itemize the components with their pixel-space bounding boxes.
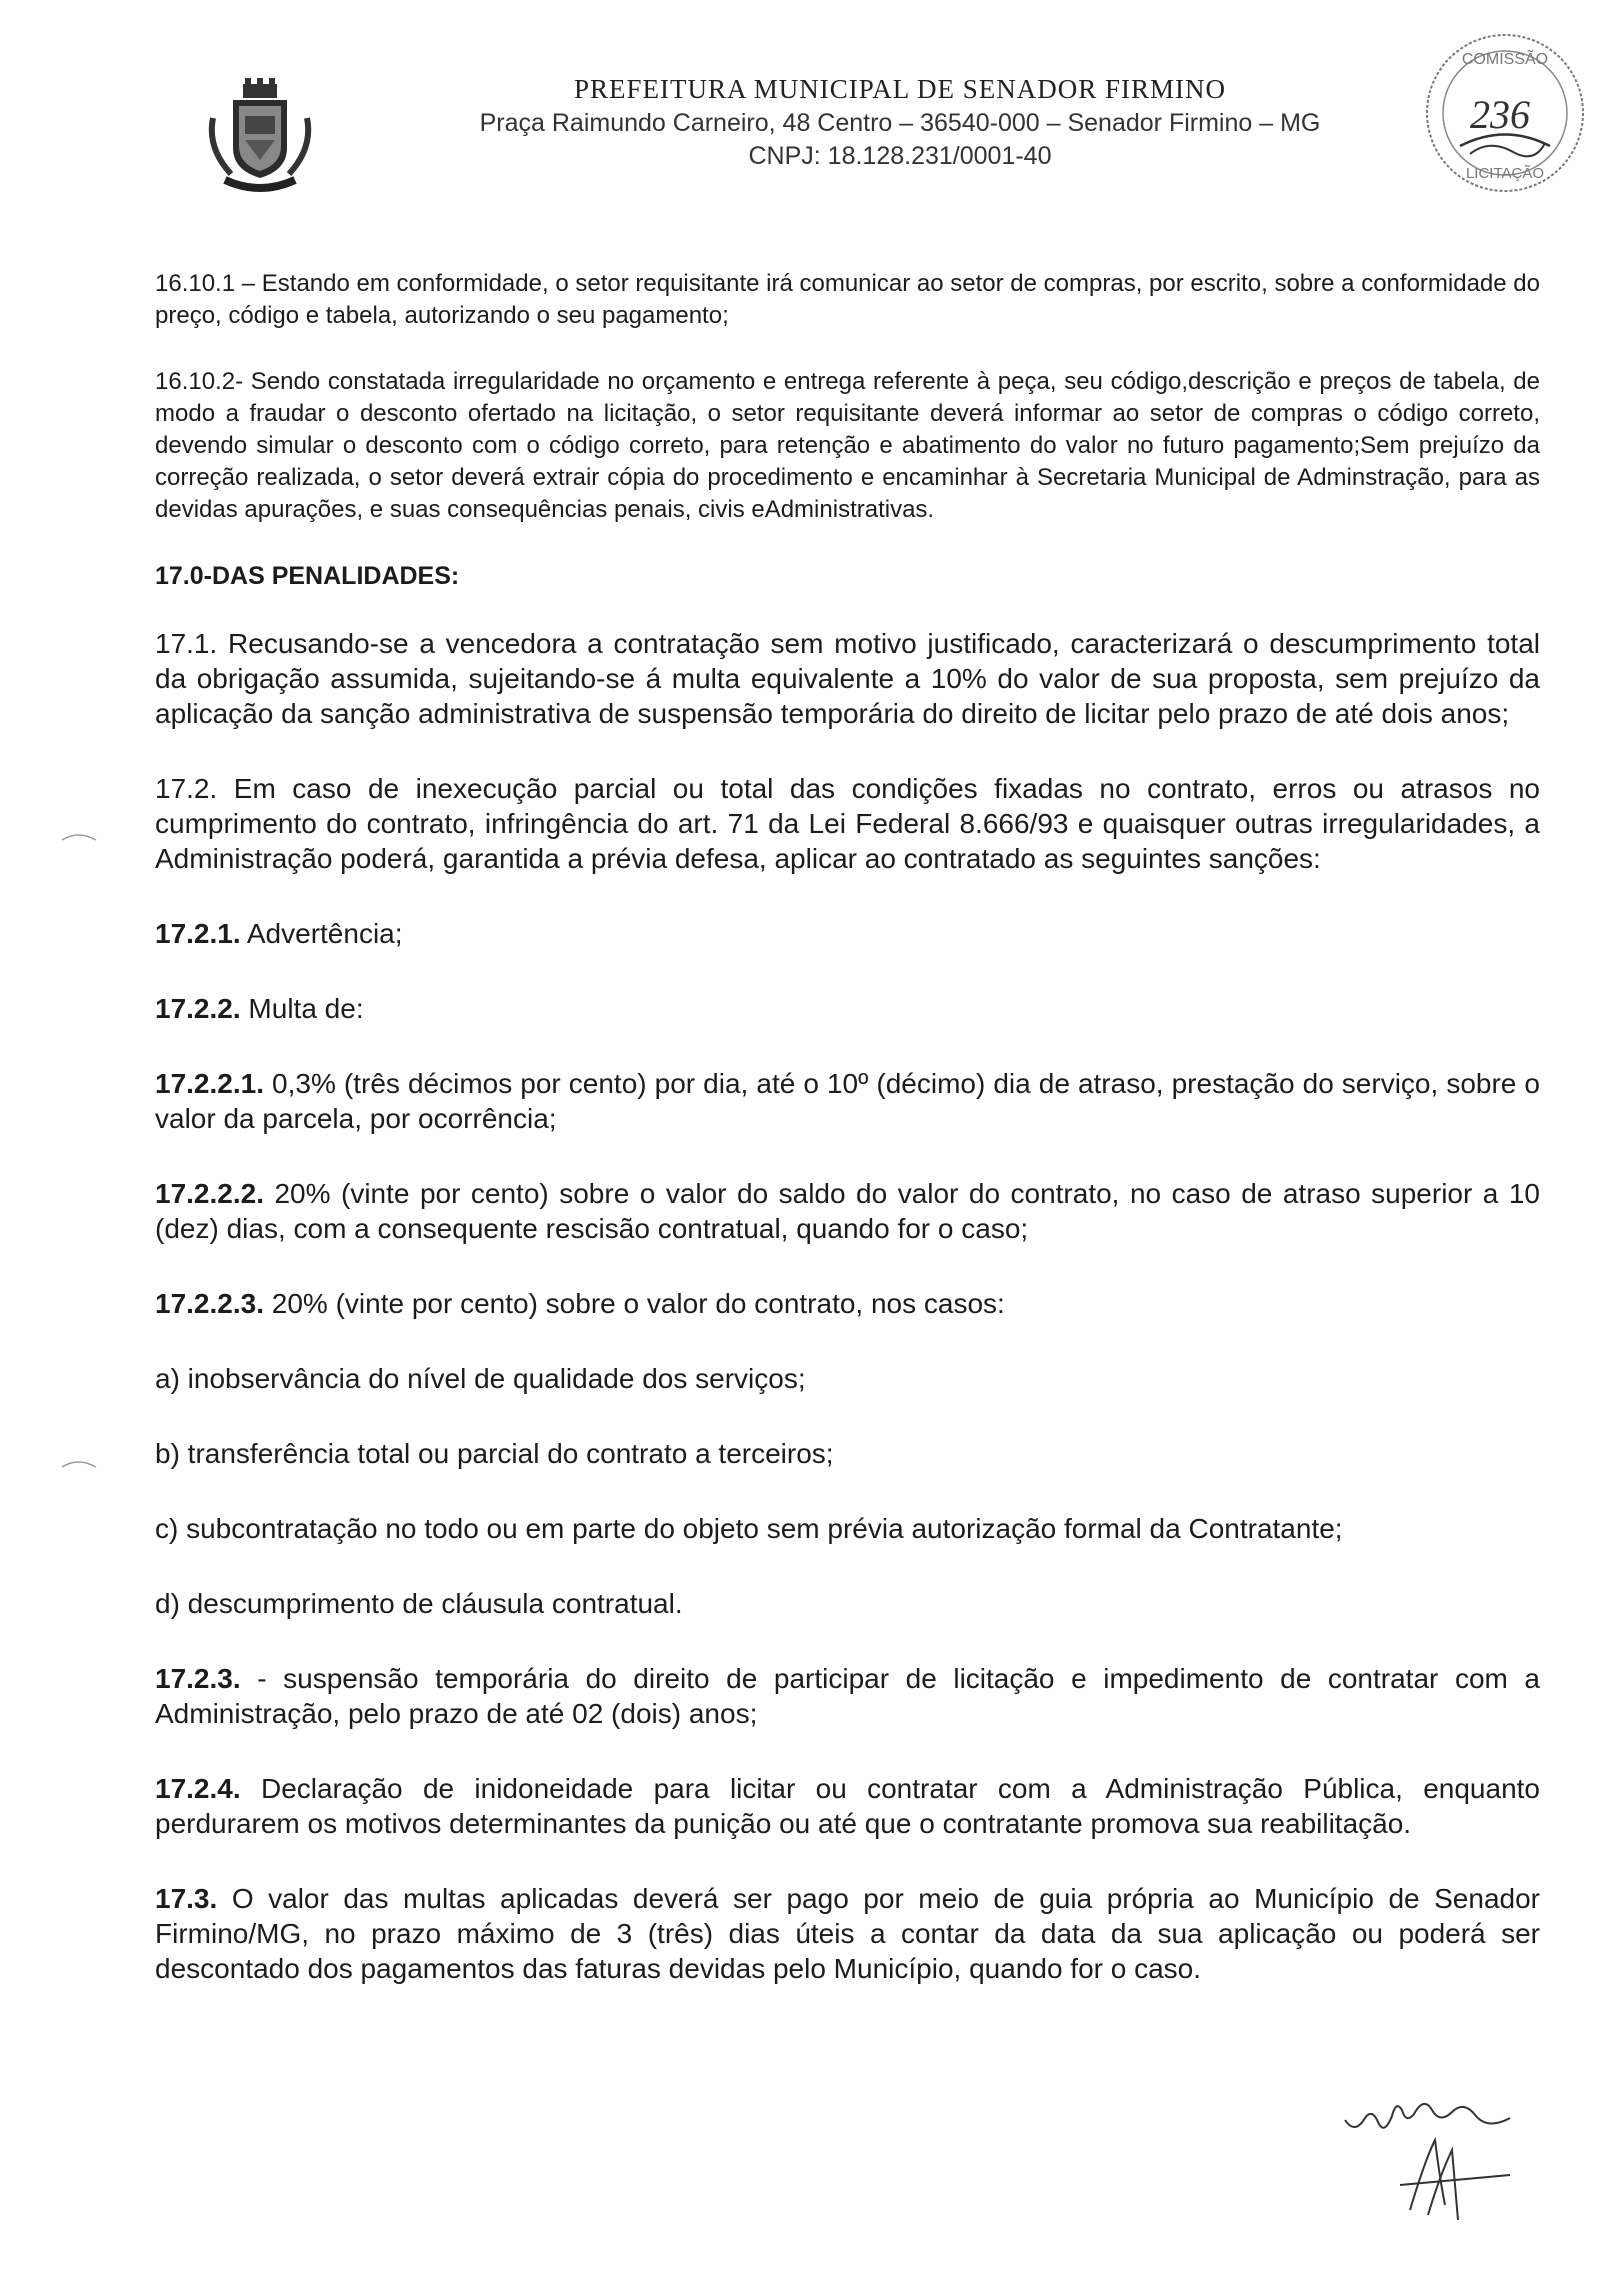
- list-item-c: c) subcontratação no todo ou em parte do objeto sem prévia autorização formal da Contratante;: [155, 1513, 1343, 1544]
- clause-text: 0,3% (três décimos por cento) por dia, até o 10º (décimo) dia de atraso, prestação do serviço, sobre o valor da parcela, por ocorrência;: [155, 1068, 1540, 1134]
- municipal-crest-icon: [205, 78, 315, 198]
- clause-17-2-2-2: [155, 1176, 1540, 1246]
- stamp-bottom-text: LICITAÇÃO: [1465, 165, 1545, 182]
- document-body: [155, 268, 1540, 1986]
- clause-17-1: 17.1. Recusando-se a vencedora a contratação sem motivo justificado, caracterizará o descumprimento total da obrigação assumida, sujeitando-se á multa equivalente a 10% do valor de sua proposta, sem prejuízo da aplicação da sanção administrativa de suspensão temporária do direito de licitar pelo prazo de até dois anos;: [155, 628, 1540, 729]
- clause-number: 17.3.: [155, 1883, 218, 1914]
- clause-17-2-1: [155, 916, 1540, 951]
- clause-number: 17.2.2.2.: [155, 1178, 264, 1209]
- commission-stamp-icon: [1420, 28, 1590, 198]
- clause-number: 17.2.4.: [155, 1773, 241, 1804]
- clause-17-3: [155, 1881, 1540, 1986]
- clause-number: 17.2.1.: [155, 918, 241, 949]
- margin-mark: [60, 1455, 100, 1471]
- clause-16-10-1: 16.10.1 – Estando em conformidade, o setor requisitante irá comunicar ao setor de compras, por escrito, sobre a conformidade do preço, código e tabela, autorizando o seu pagamento;: [155, 270, 1540, 329]
- signature-icon: [1340, 2080, 1540, 2240]
- municipality-address: Praça Raimundo Carneiro, 48 Centro – 36540-000 – Senador Firmino – MG: [479, 109, 1321, 137]
- section-heading-17: 17.0-DAS PENALIDADES:: [155, 562, 460, 590]
- clause-number: 17.2.2.1.: [155, 1068, 264, 1099]
- stamp-number: 236: [1470, 92, 1530, 137]
- clause-17-2-4: [155, 1771, 1540, 1841]
- clause-17-2-2: [155, 991, 1540, 1026]
- list-item-a: a) inobservância do nível de qualidade dos serviços;: [155, 1363, 806, 1394]
- margin-mark: [60, 828, 100, 844]
- clause-text: Declaração de inidoneidade para licitar ou contratar com a Administração Pública, enquanto perdurarem os motivos determinantes da punição ou até que o contratante promova sua reabilitação.: [155, 1773, 1540, 1839]
- clause-17-2: 17.2. Em caso de inexecução parcial ou total das condições fixadas no contrato, erros ou atrasos no cumprimento do contrato, infringência do art. 71 da Lei Federal 8.666/93 e quaisquer outras irregularidades, a Administração poderá, garantida a prévia defesa, aplicar ao contratado as seguintes sanções:: [155, 773, 1540, 874]
- clause-text: Advertência;: [240, 918, 403, 949]
- clause-number: 17.2.2.: [155, 993, 241, 1024]
- clause-text: - suspensão temporária do direito de participar de licitação e impedimento de contratar com a Administração, pelo prazo de até 02 (dois) anos;: [155, 1663, 1540, 1729]
- stamp-top-text: COMISSÃO: [1461, 51, 1549, 68]
- clause-number: 17.2.2.3.: [155, 1288, 264, 1319]
- clause-16-10-2: 16.10.2- Sendo constatada irregularidade no orçamento e entrega referente à peça, seu código,descrição e preços de tabela, de modo a fraudar o desconto ofertado na licitação, o setor requisitante deverá informar ao setor de compras o código correto, devendo simular o desconto com o código correto, para retenção e abatimento do valor no futuro pagamento;Sem prejuízo da correção realizada, o setor deverá extrair cópia do procedimento e encaminhar à Secretaria Municipal de Adminstração, para as devidas apurações, e suas consequências penais, civis eAdministrativas.: [155, 368, 1540, 523]
- clause-text: 20% (vinte por cento) sobre o valor do contrato, nos casos:: [263, 1288, 1005, 1319]
- clause-17-2-2-1: [155, 1066, 1540, 1136]
- municipality-title: PREFEITURA MUNICIPAL DE SENADOR FIRMINO: [573, 74, 1227, 104]
- clause-text: O valor das multas aplicadas deverá ser pago por meio de guia própria ao Município de Senador Firmino/MG, no prazo máximo de 3 (três) dias úteis a contar da data da sua aplicação ou poderá ser descontado dos pagamentos das faturas devidas pelo Município, quando for o caso.: [155, 1883, 1540, 1984]
- clause-number: 17.2.3.: [155, 1663, 241, 1694]
- clause-17-2-3: [155, 1661, 1540, 1731]
- clause-17-2-2-3: [155, 1286, 1540, 1321]
- municipality-cnpj: CNPJ: 18.128.231/0001-40: [748, 142, 1052, 170]
- list-item-d: d) descumprimento de cláusula contratual.: [155, 1588, 683, 1619]
- clause-text: Multa de:: [240, 993, 364, 1024]
- letterhead: [420, 74, 1380, 171]
- list-item-b: b) transferência total ou parcial do contrato a terceiros;: [155, 1438, 834, 1469]
- clause-text: 20% (vinte por cento) sobre o valor do saldo do valor do contrato, no caso de atraso superior a 10 (dez) dias, com a consequente rescisão contratual, quando for o caso;: [155, 1178, 1540, 1244]
